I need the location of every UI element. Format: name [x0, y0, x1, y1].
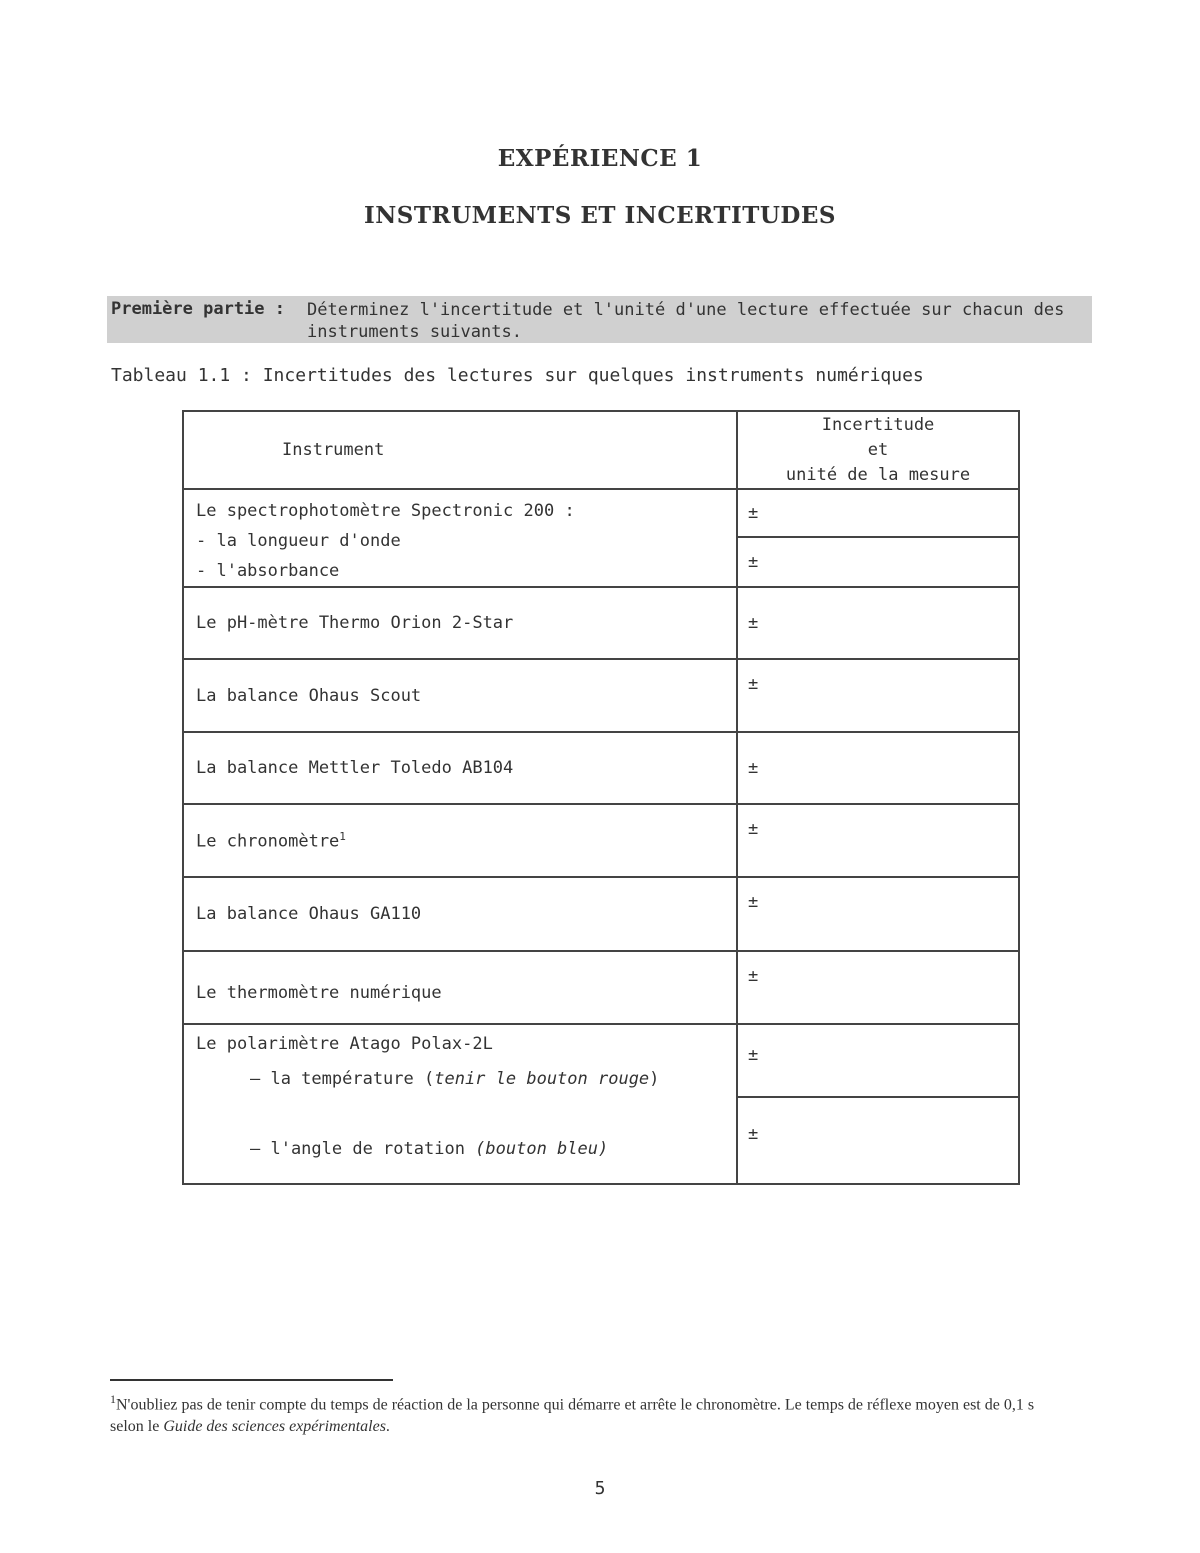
polar-sub2-prefix: — l'angle de rotation: [250, 1139, 476, 1159]
col-header-uncertainty: [737, 411, 1019, 489]
spectro-sub2: - l'absorbance: [196, 561, 340, 581]
answer-cell[interactable]: ±: [737, 1097, 1019, 1184]
footnote: [110, 1388, 1070, 1438]
page-title: EXPÉRIENCE 1: [497, 145, 703, 172]
table-row: [183, 732, 1019, 804]
answer-cell[interactable]: ±: [737, 804, 1019, 877]
footnote-ref: 1: [339, 829, 346, 843]
polar-sub1-italic: tenir le bouton rouge: [434, 1069, 650, 1089]
spectro-sub1: - la longueur d'onde: [196, 531, 401, 551]
answer-cell[interactable]: ±: [737, 877, 1019, 951]
answer-cell[interactable]: ±: [737, 732, 1019, 804]
col-header-uncertainty-line1: Incertitude: [821, 414, 935, 435]
table-row: [183, 804, 1019, 877]
instrument-cell: La balance Ohaus Scout: [183, 659, 737, 732]
table-caption: Tableau 1.1 : Incertitudes des lectures sur quelques instruments numériques: [111, 365, 924, 386]
polar-cell: [183, 1024, 737, 1184]
footnote-italic: Guide des sciences expérimentales: [163, 1418, 386, 1436]
uncertainty-table: [182, 410, 1020, 1185]
polar-name: Le polarimètre Atago Polax-2L: [196, 1034, 493, 1054]
polar-sub2-italic: (bouton bleu): [475, 1139, 609, 1159]
answer-cell[interactable]: ±: [737, 537, 1019, 587]
answer-cell[interactable]: ±: [737, 587, 1019, 659]
part-label: Première partie :: [111, 299, 285, 319]
footnote-end: .: [385, 1418, 390, 1436]
polar-sub1-suffix: ): [649, 1069, 660, 1089]
table-row: [183, 587, 1019, 659]
spectro-cell: [183, 489, 737, 587]
answer-cell[interactable]: ±: [737, 1024, 1019, 1097]
polar-sub1-prefix: — la température (: [250, 1069, 435, 1089]
table-row: [183, 951, 1019, 1024]
polar-sub2: [196, 1139, 736, 1159]
col-header-uncertainty-line2: et: [867, 439, 889, 460]
part-instructions: Déterminez l'incertitude et l'unité d'une lecture effectuée sur chacun des instruments suivants.: [307, 300, 1065, 342]
footnote-text: N'oubliez pas de tenir compte du temps de réaction de la personne qui démarre et arrête le chronomètre. Le temps de réflexe moyen est de 0,1 s selon le: [110, 1396, 1035, 1436]
answer-cell[interactable]: ±: [737, 489, 1019, 537]
table-row: [183, 1024, 1019, 1097]
answer-cell[interactable]: ±: [737, 951, 1019, 1024]
page-subtitle: INSTRUMENTS ET INCERTITUDES: [363, 202, 837, 229]
polar-sub1: [196, 1069, 736, 1089]
instrument-cell: [183, 804, 737, 877]
spectro-name: Le spectrophotomètre Spectronic 200 :: [196, 501, 575, 521]
table-row: [183, 877, 1019, 951]
instrument-cell: Le thermomètre numérique: [183, 951, 737, 1024]
page-number: 5: [594, 1478, 606, 1499]
footnote-mark: 1: [110, 1392, 116, 1406]
instrument-cell: La balance Mettler Toledo AB104: [183, 732, 737, 804]
table-row: [183, 489, 1019, 537]
instrument-cell: Le pH-mètre Thermo Orion 2-Star: [183, 587, 737, 659]
part-banner: [107, 296, 1092, 343]
answer-cell[interactable]: ±: [737, 659, 1019, 732]
table-row: [183, 659, 1019, 732]
chrono-label: Le chronomètre: [196, 831, 340, 852]
col-header-instrument: Instrument: [183, 411, 737, 489]
footnote-divider: [110, 1379, 393, 1381]
col-header-uncertainty-line3: unité de la mesure: [785, 464, 971, 485]
table-header-row: [183, 411, 1019, 489]
instrument-cell: La balance Ohaus GA110: [183, 877, 737, 951]
